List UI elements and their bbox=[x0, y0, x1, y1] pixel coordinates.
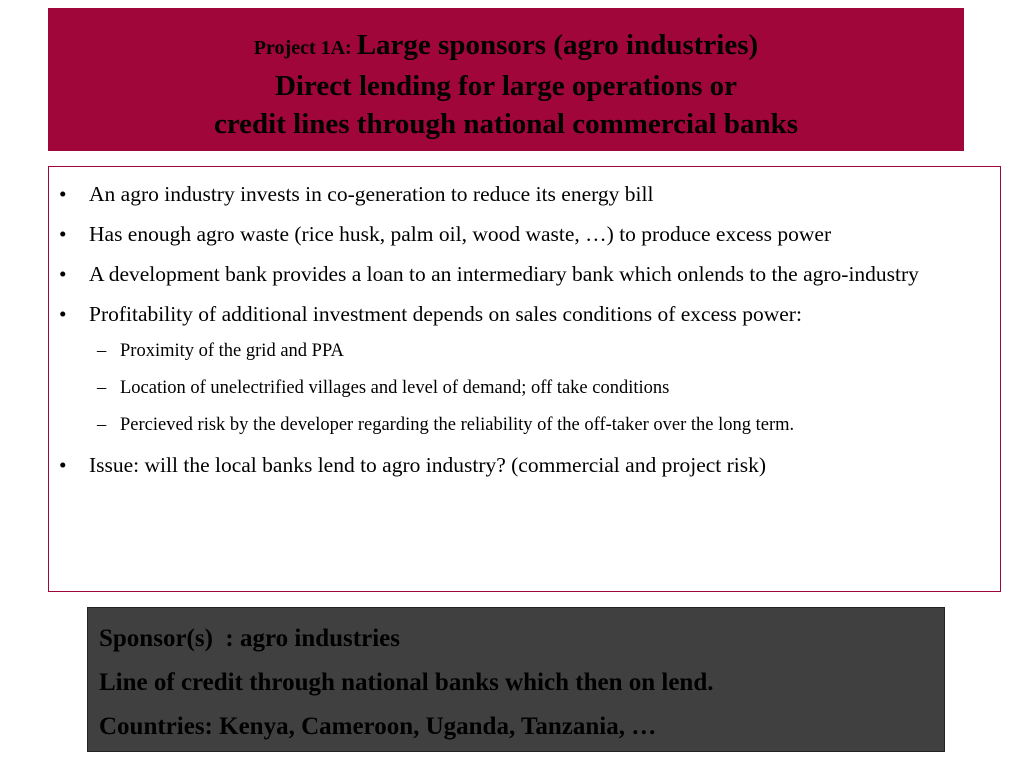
title-line-1 bbox=[48, 26, 964, 67]
bullet-marker: • bbox=[59, 262, 67, 286]
sub-bullet-marker: – bbox=[97, 415, 107, 435]
bullet-item bbox=[49, 297, 1000, 331]
sub-bullet-item bbox=[49, 374, 1000, 402]
sponsor-line: Sponsor(s) : agro industries bbox=[99, 625, 400, 652]
content-box bbox=[48, 166, 1001, 592]
bullet-text: Profitability of additional investment depends on sales conditions of excess power: bbox=[89, 302, 802, 326]
title-line-2: Direct lending for large operations or bbox=[274, 70, 738, 102]
bullet-marker: • bbox=[59, 182, 67, 206]
sub-bullet-text: Location of unelectrified villages and level of demand; off take conditions bbox=[120, 378, 670, 398]
bullet-item bbox=[49, 217, 1000, 251]
countries-line: Countries: Kenya, Cameroon, Uganda, Tanzania, … bbox=[99, 713, 657, 740]
sub-bullet-marker: – bbox=[97, 378, 107, 398]
credit-line: Line of credit through national banks which then on lend. bbox=[99, 669, 714, 696]
bullet-marker: • bbox=[59, 453, 67, 477]
bullet-text: Has enough agro waste (rice husk, palm oil, wood waste, …) to produce excess power bbox=[89, 222, 832, 246]
bullet-item bbox=[49, 257, 1000, 291]
title-main: Large sponsors (agro industries) bbox=[356, 29, 759, 61]
bullet-list bbox=[49, 167, 1000, 482]
sponsor-box bbox=[87, 607, 945, 752]
bullet-text: An agro industry invests in co-generation to reduce its energy bill bbox=[89, 182, 654, 206]
bullet-marker: • bbox=[59, 302, 67, 326]
bullet-item bbox=[49, 177, 1000, 211]
sub-bullet-marker: – bbox=[97, 341, 107, 361]
bullet-marker: • bbox=[59, 222, 67, 246]
bullet-text: A development bank provides a loan to an intermediary bank which onlends to the agro-industry bbox=[89, 262, 919, 286]
sub-bullet-text: Percieved risk by the developer regarding the reliability of the off-taker over the long term. bbox=[120, 415, 795, 435]
title-prefix: Project 1A: bbox=[253, 37, 357, 59]
sub-bullet-text: Proximity of the grid and PPA bbox=[120, 341, 344, 361]
sub-bullet-item bbox=[49, 411, 1000, 439]
sub-bullet-item bbox=[49, 337, 1000, 365]
title-line-3: credit lines through national commercial banks bbox=[213, 108, 799, 140]
bullet-item bbox=[49, 448, 1000, 482]
bullet-text: Issue: will the local banks lend to agro industry? (commercial and project risk) bbox=[89, 453, 767, 477]
slide-title-box bbox=[48, 8, 964, 151]
